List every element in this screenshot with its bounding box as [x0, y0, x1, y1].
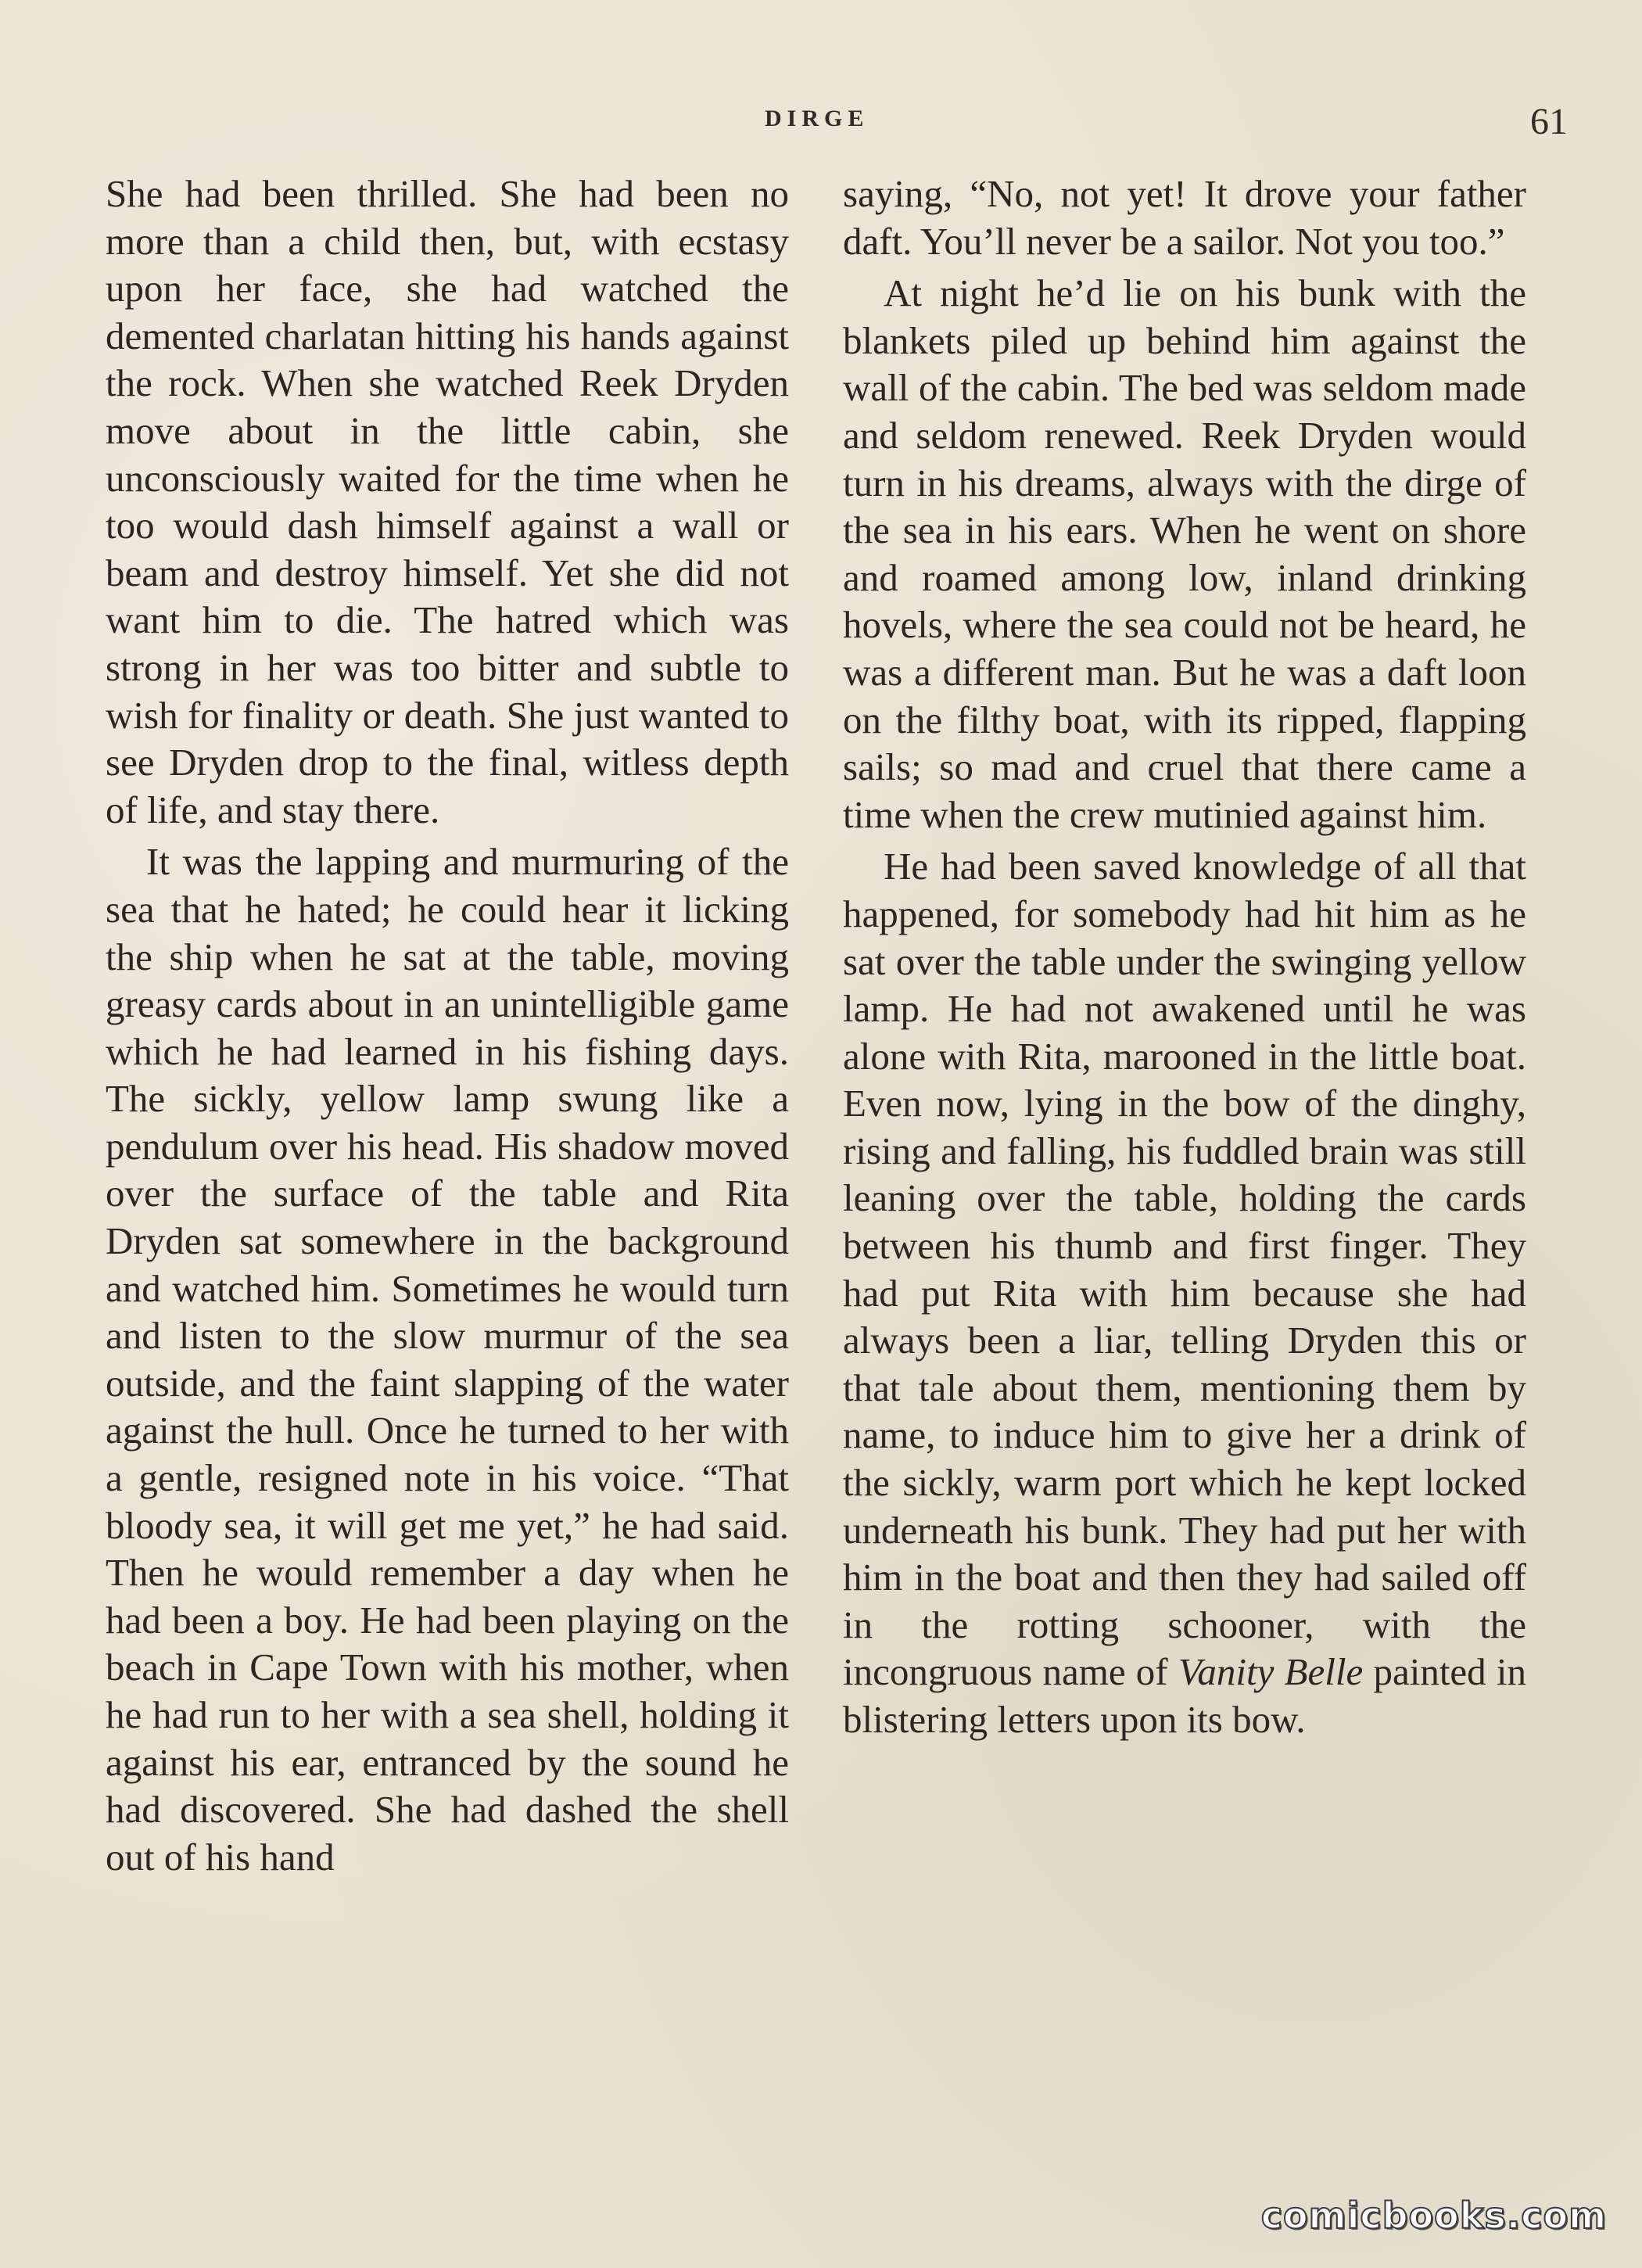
running-head: DIRGE — [765, 106, 869, 131]
page-number: 61 — [1530, 101, 1568, 142]
paragraph: saying, “No, not yet! It drove your father daft. You’ll never be a sailor. Not you too.” — [843, 172, 1526, 263]
paragraph: At night he’d lie on his bunk with the blankets piled up behind him against the wall of the cabin. The bed was seldom made and seldom renewed. Reek Dryden would turn in his dreams, always with the dirge of the sea in his ears. When he went on shore and roamed among low, inland drinking hovels, where the sea could not be heard, he was a different man. But he was a daft loon on the filthy boat, with its ripped, flapping sails; so mad and cruel that there came a time when the crew mutinied against him. — [843, 271, 1526, 836]
paragraph-text: He had been saved knowledge of all that happened, for somebody had hit him as he sat over the table under the swinging yellow lamp. He had not awakened until he was alone with Rita, marooned in the little boat. Even now, lying in the bow of the dinghy, rising and falling, his fuddled brain was still leaning over the table, holding the cards between his thumb and first finger. They had put Rita with him because she had always been a liar, telling Dryden this or that tale about them, mentioning them by name, to induce him to give her a drink of the sickly, warm port which he kept locked underneath his bunk. They had put her with him in the boat and then they had sailed off in the rotting schooner, with the incongruous name of — [843, 845, 1526, 1694]
paragraph: She had been thrilled. She had been no more than a child then, but, with ecstasy upon her face, she had watched the demented charlatan hitting his hands against the rock. When she watched Reek Dryden move about in the little cabin, she unconsciously waited for the time when he too would dash himself against a wall or beam and destroy himself. Yet she did not want him to die. The hatred which was strong in her was too bitter and subtle to wish for finality or death. She just wanted to see Dryden drop to the final, witless depth of life, and stay there. — [106, 172, 789, 831]
watermark-logo: comicbooks.com — [1260, 2194, 1607, 2237]
paragraph — [843, 843, 1526, 1743]
left-column — [106, 170, 789, 1881]
paragraph: It was the lapping and murmuring of the sea that he hated; he could hear it licking the ship when he sat at the table, moving greasy cards about in an unintelligible game which he had learned in his fishing days. The sickly, yellow lamp swung like a pendulum over his head. His shadow moved over the surface of the table and Rita Dryden sat somewhere in the background and watched him. Sometimes he would turn and listen to the slow murmur of the sea outside, and the faint slapping of the water against the hull. Once he turned to her with a gentle, resigned note in his voice. “That bloody sea, it will get me yet,” he had said. Then he would remember a day when he had been a boy. He had been playing on the beach in Cape Town with his mother, when he had run to her with a sea shell, holding it against his ear, entranced by the sound he had discovered. She had dashed the shell out of his hand — [106, 840, 789, 1879]
paragraph-ending: painted in blistering letters upon its bow. — [843, 1650, 1527, 1741]
right-column — [843, 170, 1526, 1744]
ship-name: Vanity Belle — [1178, 1650, 1364, 1694]
